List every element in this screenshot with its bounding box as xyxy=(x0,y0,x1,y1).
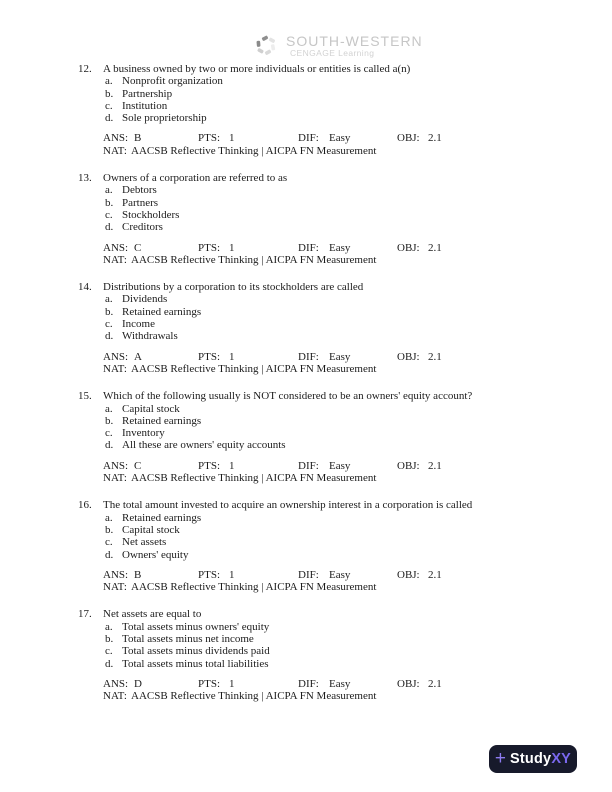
option-text: Total assets minus total liabilities xyxy=(122,657,269,670)
ans-label: ANS: xyxy=(103,459,129,472)
answer-option xyxy=(78,75,553,87)
option-text: Institution xyxy=(122,99,168,112)
option-text: Stockholders xyxy=(122,208,180,221)
option-letter: d. xyxy=(105,330,114,343)
option-letter: b. xyxy=(105,414,114,427)
nat-value: AACSB Reflective Thinking | AICPA FN Measurement xyxy=(131,253,377,266)
option-letter: c. xyxy=(105,99,113,112)
answer-option xyxy=(78,184,553,196)
option-text: Net assets xyxy=(122,536,167,549)
dif-label: DIF: xyxy=(298,459,319,472)
nat-label: NAT: xyxy=(103,362,127,375)
dif-label: DIF: xyxy=(298,677,319,690)
option-text: Sole proprietorship xyxy=(122,112,207,125)
pts-label: PTS: xyxy=(198,350,221,363)
obj-label: OBJ: xyxy=(397,677,420,690)
option-letter: d. xyxy=(105,221,114,234)
nat-value: AACSB Reflective Thinking | AICPA FN Measurement xyxy=(131,362,377,375)
dif-label: DIF: xyxy=(298,568,319,581)
answer-option xyxy=(78,549,553,561)
option-text: Total assets minus dividends paid xyxy=(122,645,270,658)
nat-label: NAT: xyxy=(103,144,127,157)
answer-meta-block xyxy=(103,242,553,267)
nat-stat xyxy=(103,145,553,157)
option-text: Partners xyxy=(122,196,159,209)
pts-value: 1 xyxy=(229,459,235,472)
obj-value: 2.1 xyxy=(428,568,442,581)
option-text: Partnership xyxy=(122,87,173,100)
dif-label: DIF: xyxy=(298,350,319,363)
nat-value: AACSB Reflective Thinking | AICPA FN Measurement xyxy=(131,472,377,485)
option-text: Retained earnings xyxy=(122,305,202,318)
nat-stat xyxy=(103,363,553,375)
option-text: Capital stock xyxy=(122,402,180,415)
answer-stat xyxy=(103,351,198,363)
option-letter: a. xyxy=(105,75,113,88)
question-number: 17. xyxy=(78,608,92,621)
ans-value: C xyxy=(134,459,142,472)
pts-label: PTS: xyxy=(198,459,221,472)
answer-stat xyxy=(103,132,198,144)
option-letter: a. xyxy=(105,293,113,306)
answer-option xyxy=(78,621,553,633)
points-stat xyxy=(198,132,298,144)
option-letter: d. xyxy=(105,112,114,125)
ans-value: D xyxy=(134,677,142,690)
question-block xyxy=(78,608,553,702)
answer-option xyxy=(78,439,553,451)
objective-stat xyxy=(397,460,442,472)
dif-value: Easy xyxy=(329,568,351,581)
badge-brand: Study xyxy=(510,751,552,767)
option-text: Creditors xyxy=(122,221,163,234)
option-letter: b. xyxy=(105,523,114,536)
option-letter: c. xyxy=(105,536,113,549)
dif-value: Easy xyxy=(329,241,351,254)
answer-option xyxy=(78,427,553,439)
objective-stat xyxy=(397,569,442,581)
pts-label: PTS: xyxy=(198,241,221,254)
obj-value: 2.1 xyxy=(428,677,442,690)
pts-label: PTS: xyxy=(198,568,221,581)
ans-value: C xyxy=(134,241,142,254)
answer-option xyxy=(78,524,553,536)
answer-meta-block xyxy=(103,678,553,703)
option-letter: c. xyxy=(105,208,113,221)
nat-label: NAT: xyxy=(103,472,127,485)
nat-stat xyxy=(103,581,553,593)
answer-meta-block xyxy=(103,460,553,485)
obj-value: 2.1 xyxy=(428,459,442,472)
nat-stat xyxy=(103,254,553,266)
points-stat xyxy=(198,460,298,472)
option-text: Retained earnings xyxy=(122,511,202,524)
nat-value: AACSB Reflective Thinking | AICPA FN Measurement xyxy=(131,581,377,594)
answer-option xyxy=(78,633,553,645)
nat-value: AACSB Reflective Thinking | AICPA FN Measurement xyxy=(131,690,377,703)
answer-option xyxy=(78,645,553,657)
pts-label: PTS: xyxy=(198,132,221,145)
option-text: Owners' equity xyxy=(122,548,189,561)
dif-value: Easy xyxy=(329,677,351,690)
question-list xyxy=(78,63,553,717)
question-block xyxy=(78,390,553,484)
difficulty-stat xyxy=(298,132,397,144)
question-number: 13. xyxy=(78,172,92,185)
answer-meta-block xyxy=(103,569,553,594)
option-text: Dividends xyxy=(122,293,168,306)
option-text: Capital stock xyxy=(122,523,180,536)
question-text: The total amount invested to acquire an ownership interest in a corporation is called xyxy=(103,499,473,512)
brand-subtitle: CENGAGE Learning xyxy=(290,48,375,58)
option-letter: d. xyxy=(105,439,114,452)
dif-label: DIF: xyxy=(298,241,319,254)
points-stat xyxy=(198,569,298,581)
points-stat xyxy=(198,351,298,363)
dif-label: DIF: xyxy=(298,132,319,145)
question-number: 15. xyxy=(78,390,92,403)
question-text: Net assets are equal to xyxy=(103,608,202,621)
option-letter: c. xyxy=(105,318,113,331)
obj-value: 2.1 xyxy=(428,241,442,254)
option-letter: c. xyxy=(105,427,113,440)
difficulty-stat xyxy=(298,351,397,363)
obj-value: 2.1 xyxy=(428,132,442,145)
dif-value: Easy xyxy=(329,459,351,472)
pts-value: 1 xyxy=(229,677,235,690)
answer-stat xyxy=(103,242,198,254)
nat-label: NAT: xyxy=(103,581,127,594)
publisher-logo xyxy=(254,31,424,63)
nat-value: AACSB Reflective Thinking | AICPA FN Measurement xyxy=(131,144,377,157)
plus-icon: + xyxy=(494,747,507,769)
pts-value: 1 xyxy=(229,132,235,145)
option-letter: d. xyxy=(105,657,114,670)
question-text: Distributions by a corporation to its stockholders are called xyxy=(103,281,364,294)
option-letter: b. xyxy=(105,305,114,318)
objective-stat xyxy=(397,678,442,690)
answer-option xyxy=(78,318,553,330)
answer-option xyxy=(78,415,553,427)
answer-option xyxy=(78,330,553,342)
brand-name: SOUTH-WESTERN xyxy=(286,33,423,49)
pts-value: 1 xyxy=(229,241,235,254)
difficulty-stat xyxy=(298,678,397,690)
objective-stat xyxy=(397,132,442,144)
option-letter: d. xyxy=(105,548,114,561)
difficulty-stat xyxy=(298,569,397,581)
pts-value: 1 xyxy=(229,568,235,581)
question-number: 12. xyxy=(78,63,92,75)
answer-option xyxy=(78,306,553,318)
nat-label: NAT: xyxy=(103,690,127,703)
obj-value: 2.1 xyxy=(428,350,442,363)
option-text: All these are owners' equity accounts xyxy=(122,439,286,452)
option-letter: b. xyxy=(105,196,114,209)
dif-value: Easy xyxy=(329,132,351,145)
obj-label: OBJ: xyxy=(397,350,420,363)
question-block xyxy=(78,499,553,593)
answer-option xyxy=(78,293,553,305)
studyxy-badge[interactable] xyxy=(489,745,577,773)
answer-option xyxy=(78,88,553,100)
answer-option xyxy=(78,100,553,112)
difficulty-stat xyxy=(298,460,397,472)
option-letter: a. xyxy=(105,402,113,415)
ans-label: ANS: xyxy=(103,241,129,254)
option-letter: a. xyxy=(105,511,113,524)
question-text: Owners of a corporation are referred to as xyxy=(103,172,288,185)
option-text: Total assets minus net income xyxy=(122,632,254,645)
ans-value: B xyxy=(134,132,142,145)
ans-value: A xyxy=(134,350,142,363)
answer-meta-block xyxy=(103,132,553,157)
obj-label: OBJ: xyxy=(397,132,420,145)
obj-label: OBJ: xyxy=(397,459,420,472)
dif-value: Easy xyxy=(329,350,351,363)
option-text: Nonprofit organization xyxy=(122,75,223,88)
option-letter: a. xyxy=(105,184,113,197)
question-text: A business owned by two or more individuals or entities is called a(n) xyxy=(103,63,411,75)
difficulty-stat xyxy=(298,242,397,254)
nat-stat xyxy=(103,690,553,702)
answer-stat xyxy=(103,460,198,472)
answer-option xyxy=(78,197,553,209)
badge-brand-suffix: XY xyxy=(551,751,572,767)
badge-label xyxy=(510,751,571,767)
question-text: Which of the following usually is NOT considered to be an owners' equity account? xyxy=(103,390,473,403)
option-letter: b. xyxy=(105,632,114,645)
answer-stat xyxy=(103,678,198,690)
option-text: Income xyxy=(122,318,155,331)
ans-label: ANS: xyxy=(103,677,129,690)
question-block xyxy=(78,172,553,266)
option-letter: a. xyxy=(105,620,113,633)
option-text: Inventory xyxy=(122,427,165,440)
answer-option xyxy=(78,112,553,124)
pts-label: PTS: xyxy=(198,677,221,690)
nat-stat xyxy=(103,472,553,484)
answer-option xyxy=(78,658,553,670)
obj-label: OBJ: xyxy=(397,241,420,254)
question-number: 16. xyxy=(78,499,92,512)
question-block xyxy=(78,281,553,375)
option-text: Debtors xyxy=(122,184,157,197)
points-stat xyxy=(198,678,298,690)
option-text: Total assets minus owners' equity xyxy=(122,620,270,633)
ans-label: ANS: xyxy=(103,350,129,363)
ans-label: ANS: xyxy=(103,132,129,145)
objective-stat xyxy=(397,242,442,254)
obj-label: OBJ: xyxy=(397,568,420,581)
question-block xyxy=(78,63,553,157)
answer-meta-block xyxy=(103,351,553,376)
points-stat xyxy=(198,242,298,254)
answer-option xyxy=(78,221,553,233)
option-text: Retained earnings xyxy=(122,414,202,427)
pinwheel-icon xyxy=(254,34,278,63)
nat-label: NAT: xyxy=(103,253,127,266)
answer-option xyxy=(78,536,553,548)
option-letter: c. xyxy=(105,645,113,658)
question-number: 14. xyxy=(78,281,92,294)
answer-option xyxy=(78,209,553,221)
ans-value: B xyxy=(134,568,142,581)
answer-option xyxy=(78,403,553,415)
option-letter: b. xyxy=(105,87,114,100)
option-text: Withdrawals xyxy=(122,330,178,343)
answer-stat xyxy=(103,569,198,581)
pts-value: 1 xyxy=(229,350,235,363)
answer-option xyxy=(78,512,553,524)
objective-stat xyxy=(397,351,442,363)
ans-label: ANS: xyxy=(103,568,129,581)
